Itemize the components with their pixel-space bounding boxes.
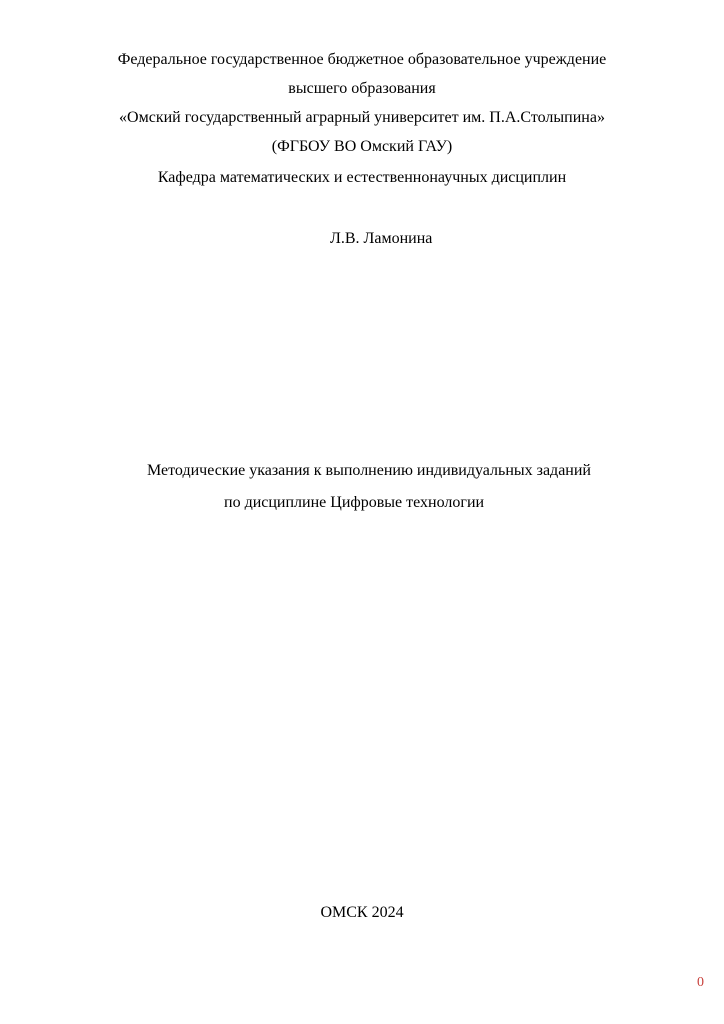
author-name: Л.В. Ламонина [330, 230, 433, 247]
department-name: Кафедра математических и естественнонаучных дисциплин [157, 169, 567, 186]
institution-line-1: Федеральное государственное бюджетное образовательное учреждение [117, 51, 607, 68]
university-name: «Омский государственный аграрный университет им. П.А.Столыпина» [119, 109, 605, 126]
city-year: ОМСК 2024 [320, 904, 404, 921]
document-title-line-2: по дисциплине Цифровые технологии [224, 494, 485, 511]
page-number: 0 [697, 975, 704, 990]
university-abbreviation: (ФГБОУ ВО Омский ГАУ) [271, 138, 453, 155]
document-title-line-1: Методические указания к выполнению индивидуальных заданий [147, 462, 591, 479]
institution-line-2: высшего образования [288, 80, 436, 97]
